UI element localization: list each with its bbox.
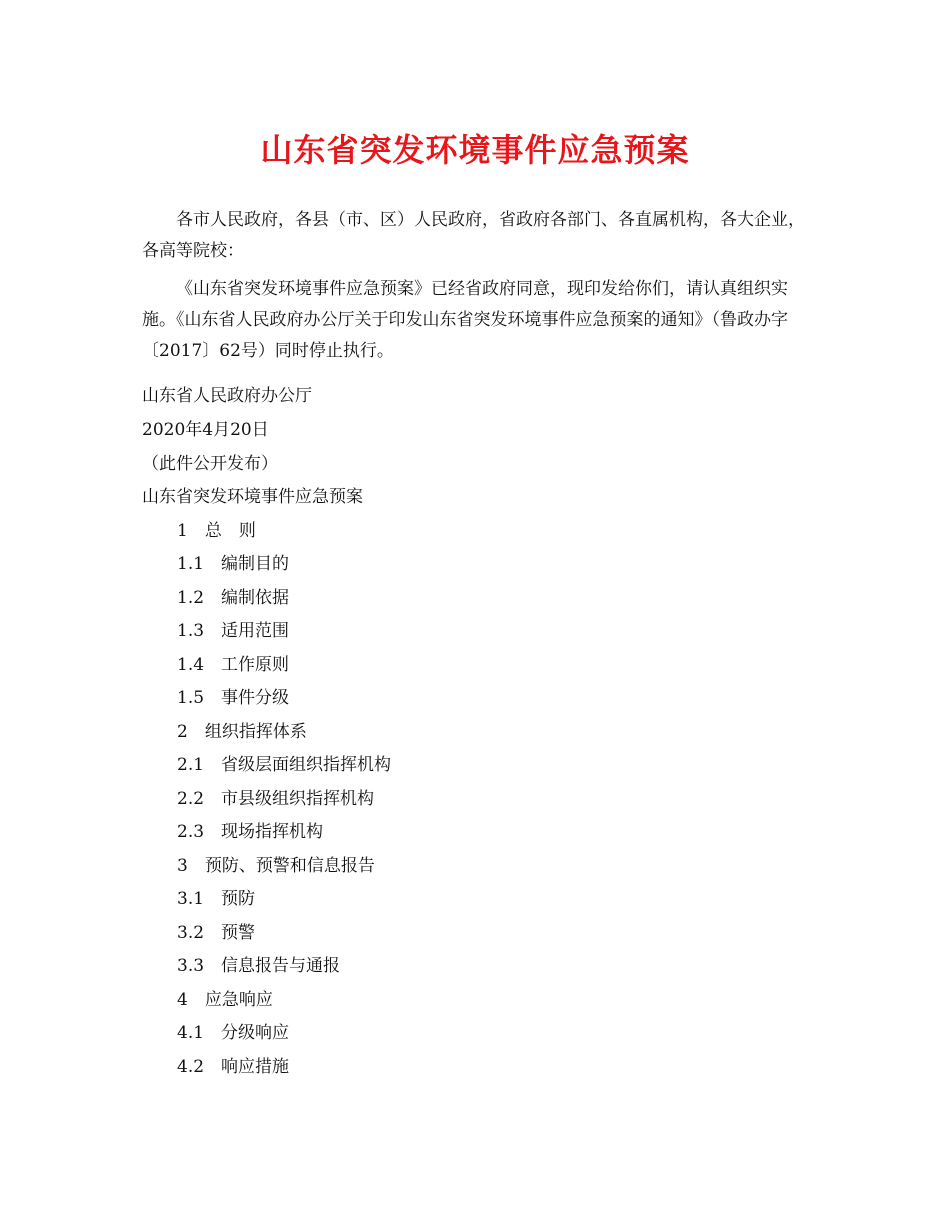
toc-item: 2.3 现场指挥机构 [177, 822, 324, 842]
toc-item: 3.3 信息报告与通报 [177, 956, 341, 976]
toc-item: 4.2 响应措施 [177, 1057, 290, 1077]
issuer-line: 山东省人民政府办公厅 [142, 386, 312, 406]
toc-item: 1.2 编制依据 [177, 588, 290, 608]
toc-item: 2.2 市县级组织指挥机构 [177, 789, 375, 809]
toc-item: 4 应急响应 [177, 990, 273, 1010]
salutation-paragraph: 各市人民政府，各县（市、区）人民政府，省政府各部门、各直属机构，各大企业，各高等院校： [142, 210, 805, 261]
toc-item: 3.1 预防 [177, 889, 256, 909]
toc-item: 1.3 适用范围 [177, 621, 290, 641]
body-paragraph: 《山东省突发环境事件应急预案》已经省政府同意，现印发给你们，请认真组织实施。《山东省人民政府办公厅关于印发山东省突发环境事件应急预案的通知》（鲁政办字〔2017〕62号）同时停止执行。 [142, 279, 788, 361]
toc-item: 2.1 省级层面组织指挥机构 [177, 755, 392, 775]
document-title: 山东省突发环境事件应急预案 [260, 131, 690, 169]
plan-title: 山东省突发环境事件应急预案 [142, 487, 363, 507]
date-line: 2020年4月20日 [142, 420, 269, 440]
toc-item: 1.1 编制目的 [177, 554, 290, 574]
toc-item: 1.4 工作原则 [177, 655, 290, 675]
toc-item: 4.1 分级响应 [177, 1023, 290, 1043]
toc-item: 1 总 则 [177, 521, 256, 541]
publish-note: （此件公开发布） [142, 454, 278, 474]
toc-item: 1.5 事件分级 [177, 688, 290, 708]
toc-item: 3.2 预警 [177, 923, 256, 943]
toc-item: 3 预防、预警和信息报告 [177, 856, 375, 876]
toc-item: 2 组织指挥体系 [177, 722, 307, 742]
